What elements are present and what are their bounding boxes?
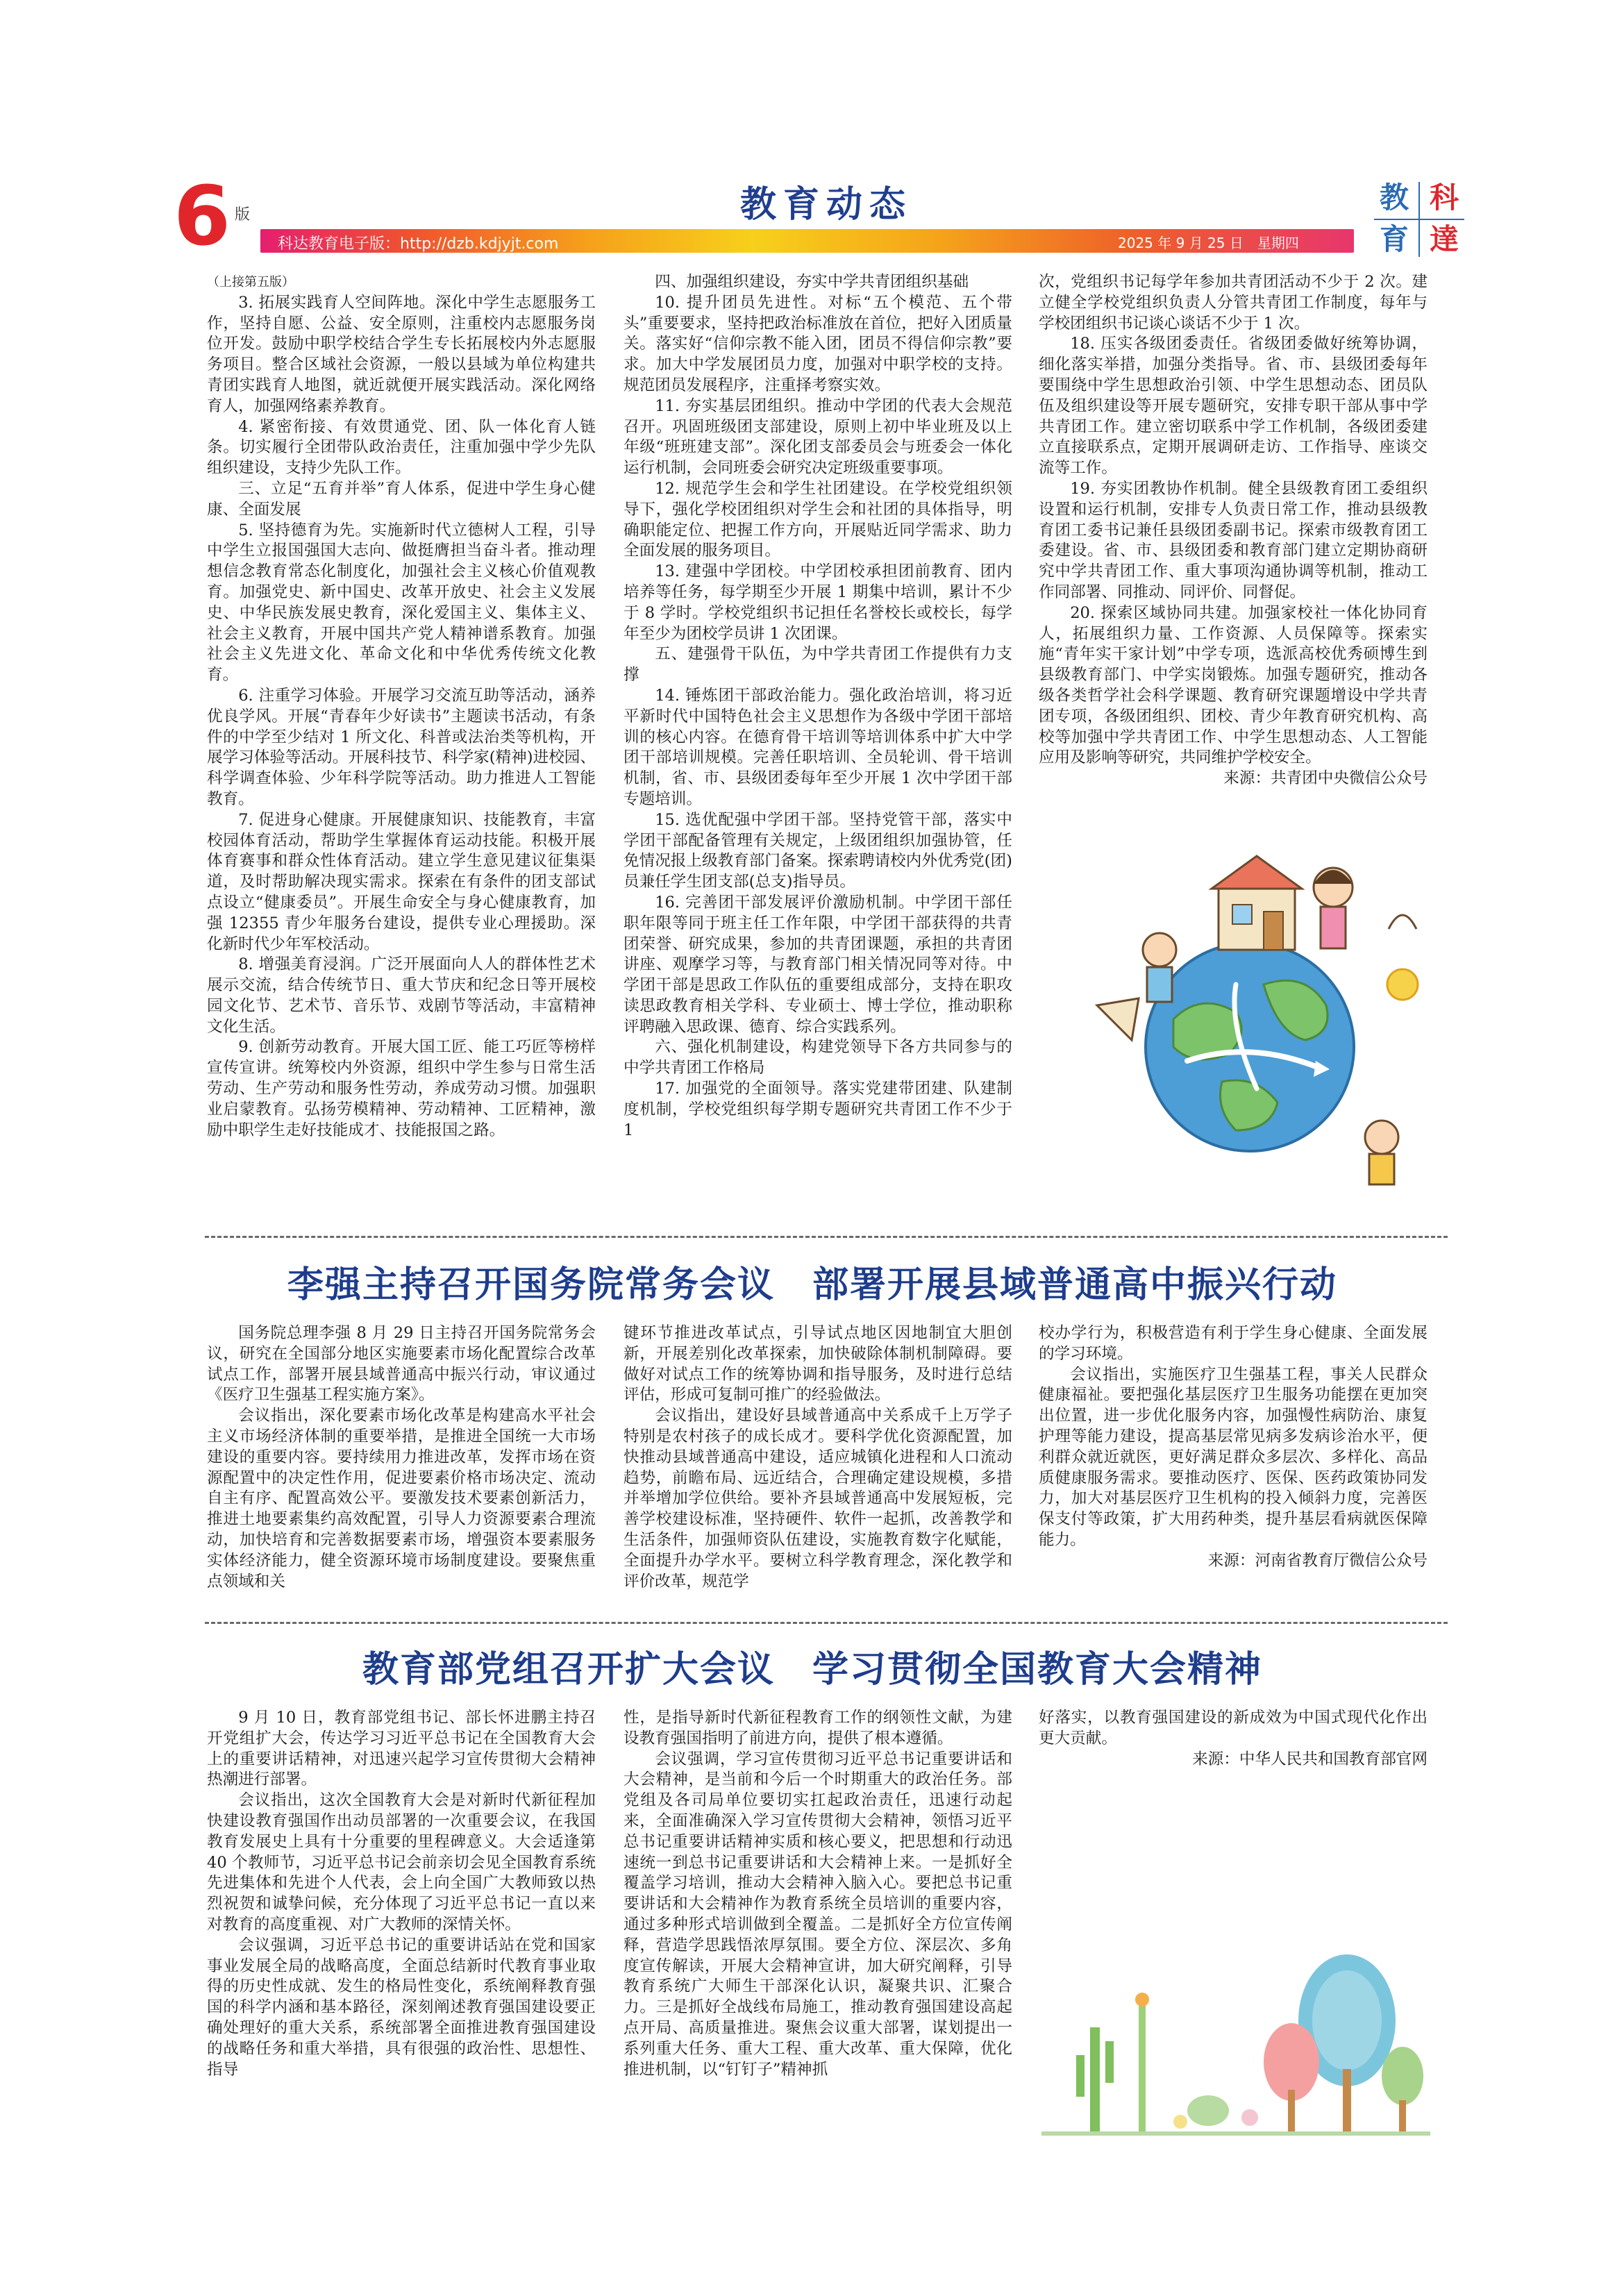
article1-column-3 <box>1039 272 1428 789</box>
paragraph: 会议强调，习近平总书记的重要讲话站在党和国家事业发展全局的战略高度，全面总结新时代教育事业取得的历史性成就、发生的格局性变化，系统阐释教育强国的科学内涵和基本路径，深刻阐述教育强国建设要正确处理好的重大关系，系统部署全面推进教育强国建设的战略任务和重大举措，具有很强的政治性、思想性、指导 <box>207 1936 596 2079</box>
article-source: 来源：共青团中央微信公众号 <box>1223 769 1428 788</box>
paragraph: 19. 夯实团教协作机制。健全县级教育团工委组织设置和运行机制，安排专人负责日常工作，推动县级教育团工委书记兼任县级团委副书记。探索市级教育团工委建设。省、市、县级团委和教育部门建立定期协商研究中学共青团工作、重大事项沟通协调等机制，推动工作同部署、同推动、同评价、同督促。 <box>1039 479 1428 601</box>
paragraph: 次，党组织书记每学年参加共青团活动不少于 2 次。建立健全学校党组织负责人分管共青团工作制度，每年与学校团组织书记谈心谈话不少于 1 次。 <box>1039 273 1428 333</box>
subheading: 三、立足“五育并举”育人体系，促进中学生身心健康、全面发展 <box>207 479 596 519</box>
paragraph: 10. 提升团员先进性。对标“五个模范、五个带头”重要要求，坚持把政治标准放在首位，把好入团质量关。落实好“信仰宗教不能入团，团员不得信仰宗教”要求。加大中学发展团员力度，加强对中职学校的支持。规范团员发展程序，注重择考察实效。 <box>623 293 1012 394</box>
paragraph: 12. 规范学生会和学生社团建设。在学校党组织领导下，强化学校团组织对学生会和社团的具体指导，明确职能定位、把握工作方向，开展贴近同学需求、助力全面发展的服务项目。 <box>623 479 1012 560</box>
paragraph: 6. 注重学习体验。开展学习交流互助等活动，涵养优良学风。开展“青春年少好读书”主题读书活动，有条件的中学至少结对 1 所文化、科普或法治类等机构，开展学习体验等活动。开展科技节、科学家(精神)进校园、科学调查体验、少年科学院等活动。助力推进人工智能教育。 <box>207 686 596 808</box>
section-divider <box>205 1622 1448 1624</box>
paragraph: 13. 建强中学团校。中学团校承担团前教育、团内培养等任务，每学期至少开展 1 期集中培训，累计不少于 8 学时。学校党组织书记担任名誉校长或校长，每学年至少为团校学员讲 1 次团课。 <box>623 562 1012 643</box>
paragraph: 18. 压实各级团委责任。省级团委做好统筹协调，细化落实举措，加强分类指导。省、市、县级团委每年要围绕中学生思想政治引领、中学生思想动态、团员队伍及组织建设等开展专题研究，安排专职干部从事中学共青团工作。建立密切联系中学工作机制，各级团委建立直接联系点，定期开展调研走访、工作指导、座谈交流等工作。 <box>1039 335 1428 478</box>
page-number: 6 <box>174 168 228 264</box>
paragraph: 好落实，以教育强国建设的新成效为中国式现代化作出更大贡献。 <box>1039 1709 1428 1748</box>
article2-column-1 <box>207 1323 596 1592</box>
continuation-note: （上接第五版） <box>207 275 294 290</box>
section-title: 教育动态 <box>739 183 912 226</box>
section-divider <box>205 1236 1448 1238</box>
paragraph: 3. 拓展实践育人空间阵地。深化中学生志愿服务工作，坚持自愿、公益、安全原则，注重校内志愿服务岗位开发。鼓励中职学校结合学生专长拓展校内外志愿服务项目。整合区域社会资源，一般以县域为单位构建共青团实践育人地图，就近就便开展实践活动。深化网络育人，加强网络素养教育。 <box>207 293 596 415</box>
paragraph: 校办学行为，积极营造有利于学生身心健康、全面发展的学习环境。 <box>1039 1324 1428 1363</box>
paragraph: 8. 增强美育浸润。广泛开展面向人人的群体性艺术展示交流，结合传统节日、重大节庆和纪念日等开展校园文化节、艺术节、音乐节、戏剧节等活动，丰富精神文化生活。 <box>207 955 596 1036</box>
paragraph: 键环节推进改革试点，引导试点地区因地制宜大胆创新，开展差别化改革探索，加快破除体制机制障碍。要做好对试点工作的统筹协调和指导服务，及时进行总结评估，形成可复制可推广的经验做法。 <box>623 1324 1012 1405</box>
paragraph: 会议指出，这次全国教育大会是对新时代新征程加快建设教育强国作出动员部署的一次重要会议，在我国教育发展史上具有十分重要的里程碑意义。大会适逢第 40 个教师节，习近平总书记会前亲切会见全国教育系统先进集体和先进个人代表，会上向全国广大教师致以热烈祝贺和诚挚问候，充分体现了习近平总书记一直以来对教育的高度重视、对广大教师的深情关怀。 <box>207 1791 596 1934</box>
article2-column-3 <box>1039 1323 1428 1572</box>
article3-headline: 教育部党组召开扩大会议 学习贯彻全国教育大会精神 <box>362 1649 1262 1691</box>
logo-char: 科 <box>1429 181 1459 215</box>
logo-char: 達 <box>1429 222 1459 256</box>
article3-column-1 <box>207 1708 596 2080</box>
paragraph: 20. 探索区域协同共建。加强家校社一体化协同育人，拓展组织力量、工作资源、人员保障等。探索实施“青年实干家计划”中学专项，选派高校优秀硕博生到县级教育部门、中学实岗锻炼。加强专题研究，推动各级各类哲学社会科学课题、教育研究课题增设中学共青团专项，各级团组织、团校、青少年教育研究机构、高校等加强中学共青团工作、中学生思想动态、人工智能应用及影响等研究，共同维护学校安全。 <box>1039 603 1428 767</box>
logo-frame <box>1371 179 1467 260</box>
paragraph: 17. 加强党的全面领导。落实党建带团建、队建制度机制，学校党组织每学期专题研究共青团工作不少于 1 <box>623 1080 1012 1139</box>
article1-column-1 <box>207 272 596 1141</box>
page-suffix: 版 <box>235 206 251 224</box>
site-url[interactable]: 科达教育电子版：http://dzb.kdjyjt.com <box>278 235 559 253</box>
article-source: 来源：河南省教育厅微信公众号 <box>1207 1551 1428 1570</box>
article3-column-3 <box>1039 1708 1428 1770</box>
paragraph: 9. 创新劳动教育。开展大国工匠、能工巧匠等榜样宣传宣讲。统筹校内外资源，组织中学生参与日常生活劳动、生产劳动和服务性劳动，养成劳动习惯。加强职业启蒙教育。弘扬劳模精神、劳动精神、工匠精神，激励中职学生走好技能成才、技能报国之路。 <box>207 1038 596 1139</box>
paragraph: 9 月 10 日，教育部党组书记、部长怀进鹏主持召开党组扩大会，传达学习习近平总书记在全国教育大会上的重要讲话精神，对迅速兴起学习宣传贯彻大会精神热潮进行部署。 <box>207 1709 596 1789</box>
paragraph: 会议指出，深化要素市场化改革是构建高水平社会主义市场经济体制的重要举措，是推进全国统一大市场建设的重要内容。要持续用力推进改革，发挥市场在资源配置中的决定性作用，促进要素价格市场决定、流动自主有序、配置高效公平。要激发技术要素创新活力，推进土地要素集约高效配置，引导人力资源要素合理流动，加快培育和完善数据要素市场，增强资本要素服务实体经济能力，健全资源环境市场制度建设。要聚焦重点领域和关 <box>207 1407 596 1591</box>
issue-date: 2025 年 9 月 25 日 星期四 <box>1118 235 1299 251</box>
paragraph: 国务院总理李强 8 月 29 日主持召开国务院常务会议，研究在全国部分地区实施要素市场化配置综合改革试点工作，部署开展县域普通高中振兴行动，审议通过《医疗卫生强基工程实施方案》。 <box>207 1324 596 1405</box>
logo-char: 教 <box>1379 181 1409 215</box>
paragraph: 性，是指导新时代新征程教育工作的纲领性文献，为建设教育强国指明了前进方向，提供了根本遵循。 <box>623 1709 1012 1748</box>
paragraph: 7. 促进身心健康。开展健康知识、技能教育，丰富校园体育活动，帮助学生掌握体育运动技能。积极开展体育赛事和群众性体育活动。建立学生意见建议征集渠道，及时帮助解决现实需求。探索在有条件的团支部试点设立“健康委员”。开展生命安全与身心健康教育，加强 12355 青少年服务台建设，提供专业心理援助。深化新时代少年军校活动。 <box>207 810 596 953</box>
globe-children-illustration <box>1055 846 1444 1193</box>
paragraph: 14. 锤炼团干部政治能力。强化政治培训，将习近平新时代中国特色社会主义思想作为各级中学团干部培训的核心内容。在德育骨干培训等培训体系中扩大中学团干部培训规模。完善任职培训、全员轮训、骨干培训机制，省、市、县级团委每年至少开展 1 次中学团干部专题培训。 <box>623 686 1012 808</box>
logo-char: 育 <box>1379 222 1409 256</box>
subheading: 四、加强组织建设，夯实中学共青团组织基础 <box>655 273 969 291</box>
article1-column-2 <box>623 272 1012 1141</box>
paragraph: 5. 坚持德育为先。实施新时代立德树人工程，引导中学生立报国强国大志向、做挺膺担当奋斗者。推动理想信念教育常态化制度化，加强社会主义核心价值观教育。加强党史、新中国史、改革开放史、社会主义发展史、中华民族发展史教育，深化爱国主义、集体主义、社会主义教育，开展中国共产党人精神谱系教育。加强社会主义先进文化、革命文化和中华优秀传统文化教育。 <box>207 521 596 685</box>
paragraph: 会议强调，学习宣传贯彻习近平总书记重要讲话和大会精神，是当前和今后一个时期重大的政治任务。部党组及各司局单位要切实扛起政治责任，迅速行动起来，全面准确深入学习宣传贯彻大会精神，领悟习近平总书记重要讲话精神实质和核心要义，把思想和行动迅速统一到总书记重要讲话和大会精神上来。一是抓好全覆盖学习培训，推动大会精神入脑入心。要把总书记重要讲话和大会精神作为教育系统全员培训的重要内容，通过多种形式培训做到全覆盖。二是抓好全方位宣传阐释，营造学思践悟浓厚氛围。要全方位、深层次、多角度宣传解读，开展大会精神宣讲，加大研究阐释，引导教育系统广大师生干部深化认识，凝聚共识、汇聚合力。三是抓好全战线布局施工，推动教育强国建设高起点开局、高质量推进。聚焦会议重大部署，谋划提出一系列重大任务、重大工程、重大改革、重大保障，优化推进机制，以“钉钉子”精神抓 <box>623 1750 1012 2079</box>
paragraph: 会议指出，建设好县域普通高中关系成千上万学子特别是农村孩子的成长成才。要科学优化资源配置，加快推动县域普通高中建设，适应城镇化进程和人口流动趋势，前瞻布局、远近结合，合理确定建设规模，多措并举增加学位供给。要补齐县域普通高中发展短板，完善学校建设标准，坚持硬件、软件一起抓，改善教学和生活条件，加强师资队伍建设，实施教育数字化赋能，全面提升办学水平。要树立科学教育理念，深化教学和评价改革，规范学 <box>623 1407 1012 1591</box>
article2-headline: 李强主持召开国务院常务会议 部署开展县域普通高中振兴行动 <box>287 1264 1337 1306</box>
trees-illustration <box>1041 1902 1430 2152</box>
article-source: 来源：中华人民共和国教育部官网 <box>1192 1750 1428 1768</box>
article3-column-2 <box>623 1708 1012 2080</box>
paragraph: 16. 完善团干部发展评价激励机制。中学团干部任职年限等同于班主任工作年限，中学团干部获得的共青团荣誉、研究成果，参加的共青团课题，承担的共青团讲座、观摩学习等，与教育部门相关情况同等对待。中学团干部是思政工作队伍的重要组成部分，支持在职攻读思政教育相关学科、专业硕士、博士学位，推动职称评聘融入思政课、德育、综合实践系列。 <box>623 893 1012 1036</box>
paragraph: 11. 夯实基层团组织。推动中学团的代表大会规范召开。巩固班级团支部建设，原则上初中毕业班及以上年级“班班建支部”。深化团支部委员会与班委会一体化运行机制，会同班委会研究决定班级重要事项。 <box>623 396 1012 478</box>
paragraph: 会议指出，实施医疗卫生强基工程，事关人民群众健康福祉。要把强化基层医疗卫生服务功能摆在更加突出位置，进一步优化服务内容，加强慢性病防治、康复护理等能力建设，提高基层常见病多发病诊治水平，便利群众就近就医，更好满足群众多层次、多样化、高品质健康服务需求。要推动医疗、医保、医药政策协同发力，加大对基层医疗卫生机构的投入倾斜力度，完善医保支付等政策，扩大用药种类，提升基层看病就医保障能力。 <box>1039 1365 1428 1549</box>
subheading: 六、强化机制建设，构建党领导下各方共同参与的中学共青团工作格局 <box>623 1038 1012 1078</box>
publisher-logo <box>1371 179 1467 260</box>
subheading: 五、建强骨干队伍，为中学共青团工作提供有力支撑 <box>623 645 1012 685</box>
paragraph: 4. 紧密衔接、有效贯通党、团、队一体化育人链条。切实履行全团带队政治责任，注重加强中学少先队组织建设，支持少先队工作。 <box>207 417 596 478</box>
paragraph: 15. 选优配强中学团干部。坚持党管干部，落实中学团干部配备管理有关规定，上级团组织加强协管，任免情况报上级教育部门备案。探索聘请校内外优秀党(团)员兼任学生团支部(总支)指导员。 <box>623 810 1012 891</box>
article2-column-2 <box>623 1323 1012 1592</box>
